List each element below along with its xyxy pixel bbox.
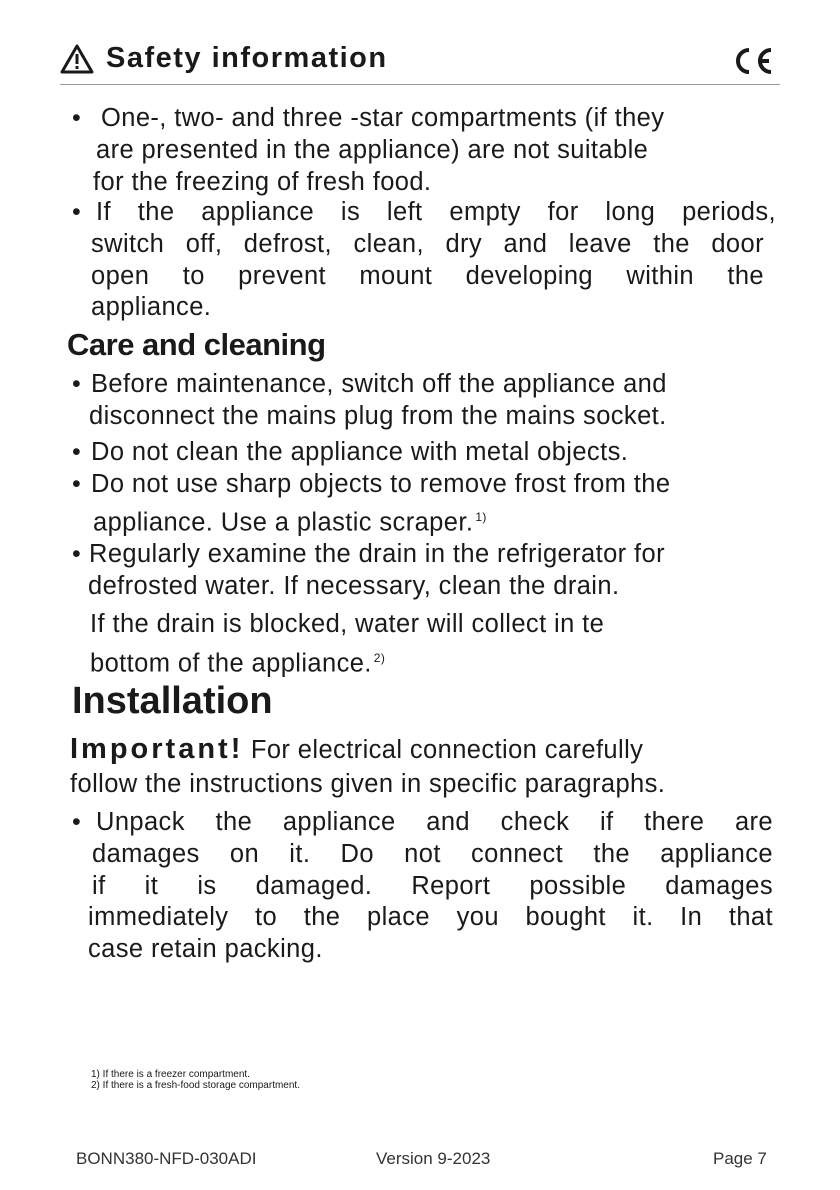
page-header [60, 40, 780, 85]
text-line: Do not clean the appliance with metal objects. [91, 438, 629, 466]
important-label: Important! [70, 733, 244, 765]
section-heading-care: Care and cleaning [67, 327, 326, 362]
list-item-continuation [93, 135, 756, 198]
text-line: Do not use sharp objects to remove frost from the [91, 470, 671, 498]
footnote: 1) If there is a freezer compartment. [91, 1069, 250, 1080]
text-line: One-, two- and three -star compartments (if they [101, 104, 665, 132]
footnote-ref: 2) [373, 651, 386, 665]
text-line: Before maintenance, switch off the appliance and [91, 370, 667, 398]
footnote: 2) If there is a fresh-food storage compartment. [91, 1080, 300, 1091]
list-item [91, 469, 773, 539]
list-item [91, 437, 773, 469]
text-line: If the appliance is left empty for long periods, [96, 198, 776, 226]
ce-mark-icon [730, 46, 774, 76]
text-line [90, 641, 774, 681]
text-line: immediately to the place you bought it. In that [88, 903, 773, 931]
bullet-marker: • [72, 370, 81, 398]
list-item [101, 103, 765, 135]
text-line: switch off, defrost, clean, dry and leave the door [91, 230, 764, 258]
text-span: bottom of the appliance. [90, 649, 372, 678]
text-span: appliance. Use a plastic scraper. [93, 508, 474, 536]
text-line [93, 502, 773, 539]
text-line: case retain packing. [88, 934, 323, 963]
drain-paragraph [90, 607, 774, 681]
text-line: damages on it. Do not connect the appliance [92, 840, 773, 868]
list-item-continuation [90, 839, 773, 965]
text-line: follow the instructions given in specific paragraphs. [70, 770, 666, 798]
text-line: for the freezing of fresh food. [93, 167, 432, 196]
list-item [96, 197, 776, 229]
footer-page-number: Page 7 [713, 1149, 767, 1168]
footnote-ref: 1) [475, 509, 487, 524]
text-line: Regularly examine the drain in the refrigerator for [89, 540, 666, 568]
list-item [89, 539, 773, 602]
text-line: If the drain is blocked, water will collect in te [90, 610, 605, 638]
text-line: Unpack the appliance and check if there are [96, 808, 773, 836]
bullet-marker: • [72, 198, 81, 226]
list-item [96, 807, 773, 839]
section-heading-installation: Installation [72, 680, 273, 722]
bullet-marker: • [72, 808, 81, 836]
list-item-continuation [91, 229, 764, 324]
text-line [70, 732, 780, 767]
warning-triangle-icon [60, 44, 94, 74]
text-line: open to prevent mount developing within the [91, 261, 764, 290]
bullet-marker: • [72, 540, 81, 568]
list-item [91, 369, 773, 432]
footer-version: Version 9-2023 [376, 1149, 491, 1168]
text-span: For electrical connection carefully [250, 736, 644, 764]
text-line: appliance. [91, 293, 212, 321]
text-line: disconnect the mains plug from the mains socket. [89, 401, 667, 430]
important-note [70, 732, 780, 801]
text-line: if it is damaged. Report possible damages [92, 871, 773, 900]
footer-model: BONN380-NFD-030ADI [76, 1149, 257, 1168]
text-line: are presented in the appliance) are not suitable [96, 136, 649, 164]
page-title: Safety information [106, 42, 388, 74]
footnotes [91, 1069, 300, 1091]
bullet-marker: • [72, 438, 81, 466]
bullet-marker: • [72, 470, 81, 498]
text-line: defrosted water. If necessary, clean the drain. [88, 571, 620, 600]
bullet-marker: • [72, 104, 81, 132]
